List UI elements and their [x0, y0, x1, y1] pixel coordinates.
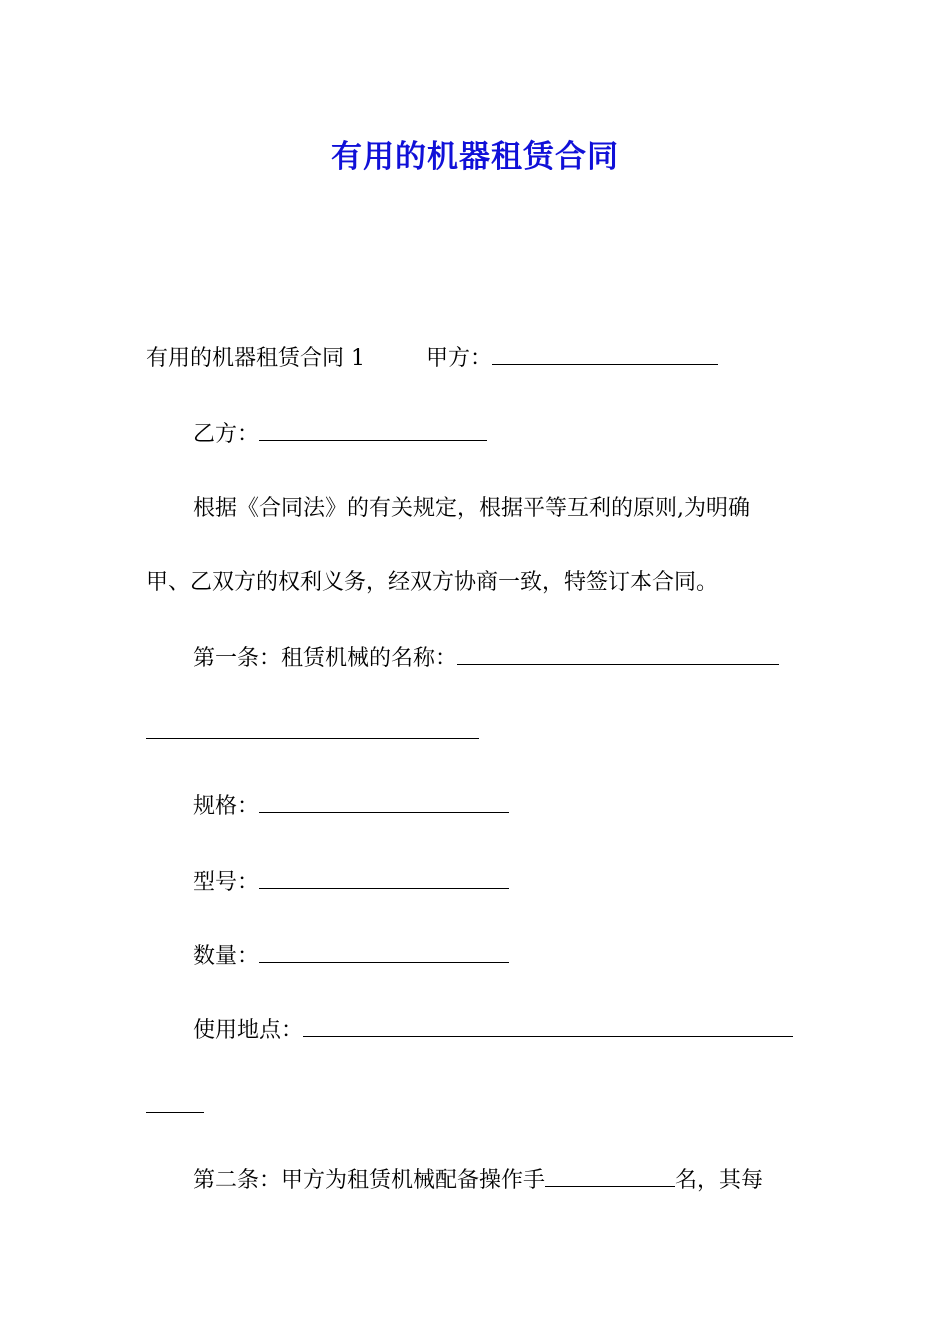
machine-name-continuation [146, 718, 479, 748]
spec-label: 规格： [193, 794, 260, 819]
quantity-line [193, 942, 509, 972]
location-blank-2 [146, 1092, 204, 1113]
location-blank [303, 1016, 793, 1037]
model-label: 型号： [193, 870, 260, 895]
preamble-line-2: 甲、乙双方的权利义务，经双方协商一致，特签订本合同。 [146, 570, 719, 595]
article-1-label: 第一条：租赁机械的名称： [193, 646, 458, 671]
location-label: 使用地点： [193, 1018, 304, 1043]
machine-name-blank [457, 644, 779, 665]
party-b-line [193, 420, 487, 450]
model-blank [259, 868, 509, 889]
spec-blank [259, 792, 509, 813]
machine-name-blank-2 [146, 718, 479, 739]
location-line [193, 1016, 793, 1046]
quantity-label: 数量： [193, 944, 260, 969]
party-b-label: 乙方： [193, 422, 260, 447]
article-1-line [193, 644, 779, 674]
article-2-text-end: 名，其每 [675, 1168, 764, 1193]
preamble-line-1: 根据《合同法》的有关规定，根据平等互利的原则,为明确 [193, 496, 750, 521]
article-2-text: 第二条：甲方为租赁机械配备操作手 [193, 1168, 546, 1193]
article-2-line [193, 1166, 763, 1196]
quantity-blank [259, 942, 509, 963]
location-continuation [146, 1092, 204, 1122]
model-line [193, 868, 509, 898]
contract-subtitle: 有用的机器租赁合同 1 [146, 346, 365, 371]
contract-heading-line [146, 344, 365, 374]
operator-count-blank [545, 1166, 675, 1187]
spec-line [193, 792, 509, 822]
document-title: 有用的机器租赁合同 [331, 139, 619, 175]
party-a-blank [492, 344, 718, 365]
party-a-label: 甲方： [426, 346, 493, 371]
party-b-blank [259, 420, 487, 441]
party-a-line [426, 344, 718, 374]
